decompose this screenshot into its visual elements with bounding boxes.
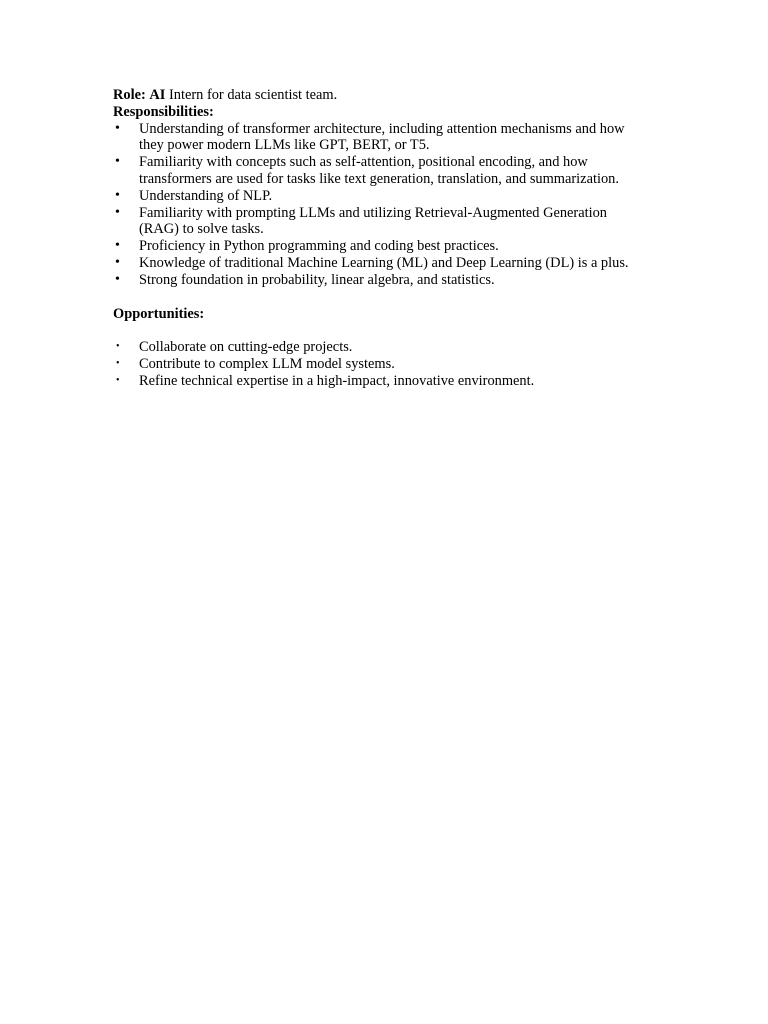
list-item-text-cont: they power modern LLMs like GPT, BERT, or T5. — [139, 137, 430, 154]
opportunities-list — [113, 339, 673, 389]
bullet-icon: • — [115, 120, 120, 136]
list-item — [113, 238, 673, 255]
list-item-text: Familiarity with concepts such as self-attention, positional encoding, and how — [139, 154, 588, 171]
bullet-icon: • — [115, 254, 120, 270]
list-item-text: Refine technical expertise in a high-impact, innovative environment. — [139, 372, 535, 389]
list-item-text: Knowledge of traditional Machine Learning (ML) and Deep Learning (DL) is a plus. — [139, 254, 629, 271]
list-item — [113, 188, 673, 205]
bullet-icon: • — [116, 374, 120, 386]
opportunities-heading: Opportunities: — [113, 305, 205, 322]
bullet-icon: • — [115, 154, 120, 170]
bullet-icon: • — [115, 204, 120, 220]
role-bold-value: AI — [149, 87, 166, 103]
list-item-text: Proficiency in Python programming and coding best practices. — [139, 238, 499, 255]
document-page — [113, 87, 673, 390]
list-item — [113, 356, 673, 373]
role-line — [113, 87, 673, 104]
spacer — [113, 322, 673, 339]
role-label: Role: — [113, 87, 146, 103]
bullet-icon: • — [116, 358, 120, 370]
list-item-text: Understanding of transformer architecture, including attention mechanisms and how — [139, 120, 625, 137]
list-item — [113, 205, 673, 239]
list-item — [113, 272, 673, 289]
bullet-icon: • — [115, 238, 120, 254]
list-item — [113, 154, 673, 188]
spacer — [113, 289, 673, 306]
list-item-text: Familiarity with prompting LLMs and utilizing Retrieval-Augmented Generation — [139, 204, 607, 221]
list-item-text: Collaborate on cutting-edge projects. — [139, 339, 353, 356]
responsibilities-list — [113, 121, 673, 289]
list-item-text-cont: transformers are used for tasks like text generation, translation, and summarization. — [139, 170, 619, 187]
bullet-icon: • — [115, 271, 120, 287]
list-item — [113, 373, 673, 390]
list-item-text: Understanding of NLP. — [139, 187, 273, 204]
responsibilities-heading: Responsibilities: — [113, 103, 214, 120]
list-item-text: Contribute to complex LLM model systems. — [139, 356, 395, 373]
bullet-icon: • — [115, 187, 120, 203]
list-item — [113, 339, 673, 356]
list-item-text-cont: (RAG) to solve tasks. — [139, 221, 264, 238]
role-value: Intern for data scientist team. — [168, 87, 338, 103]
list-item-text: Strong foundation in probability, linear algebra, and statistics. — [139, 271, 495, 288]
list-item — [113, 121, 673, 155]
list-item — [113, 255, 673, 272]
bullet-icon: • — [116, 341, 120, 353]
